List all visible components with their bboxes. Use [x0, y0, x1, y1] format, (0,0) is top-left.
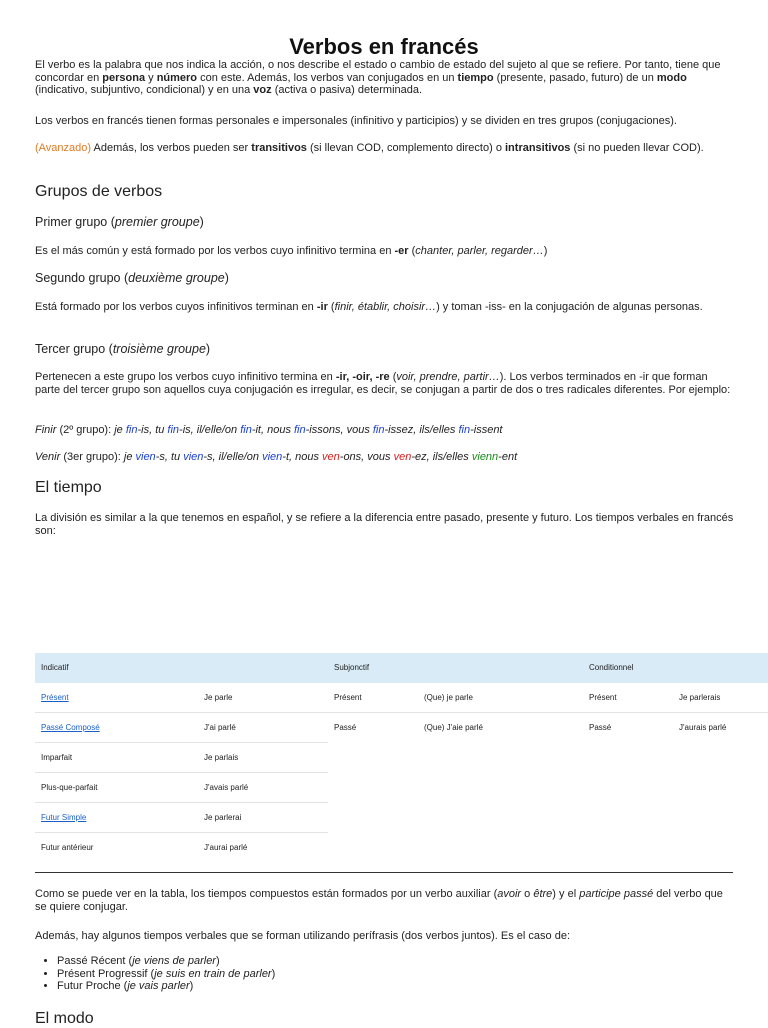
table-cell: Je parlerai — [204, 813, 242, 822]
text-span: -s, il/elle/on — [203, 451, 263, 463]
bold-term: voz — [253, 84, 272, 96]
text-span: Segundo grupo ( — [35, 271, 129, 285]
italic-term: chanter, parler, regarder… — [415, 245, 544, 257]
text-span: y — [145, 71, 157, 84]
table-cell: Je parle — [204, 693, 233, 702]
text-span: del verbo que se quiere conjugar. — [35, 888, 723, 913]
text-span: -issent — [470, 424, 503, 436]
bold-term: persona — [102, 71, 146, 84]
text-span: ( — [408, 245, 416, 257]
table-cell: Imparfait — [41, 753, 73, 762]
table-cell: (Que) je parle — [424, 693, 473, 702]
verb-root: vienn — [471, 451, 499, 463]
text-span: Además, los verbos pueden ser — [91, 142, 252, 154]
bold-term: tiempo — [457, 71, 494, 84]
table-row — [35, 683, 768, 713]
table-cell: Passé — [589, 723, 612, 732]
verb-root: vien — [262, 451, 283, 463]
text-span: (2º grupo): — [56, 424, 115, 436]
intro-paragraph — [35, 59, 735, 97]
verb-root: fin — [167, 424, 180, 436]
verb-root: fin — [294, 424, 306, 436]
text-span: je — [123, 451, 136, 463]
tense-link-passe-compose[interactable]: Passé Composé — [41, 723, 100, 732]
text-span: ) — [205, 342, 211, 356]
text-span: Passé Récent ( — [57, 955, 133, 967]
table-header-row — [35, 653, 768, 683]
header-subjonctif: Subjonctif — [334, 663, 370, 672]
tenses-table — [35, 653, 768, 863]
text-span: ( — [389, 371, 397, 383]
table-row — [35, 713, 768, 743]
table-cell: Je parlais — [204, 753, 239, 762]
text-span: ) — [271, 967, 276, 980]
table-cell: Futur antérieur — [41, 843, 94, 852]
table-row — [35, 743, 768, 773]
table-cell: Je parlerais — [679, 693, 721, 702]
primer-grupo-text — [35, 245, 735, 258]
italic-term: finir, établir, choisir… — [334, 301, 437, 313]
compound-tenses-text — [35, 888, 735, 913]
text-span: ). Los verbos terminados en -ir que forman parte del tercer grupo son aquellos cuya conjugación es irregular, es decir, se conjugan a partir de dos o tres radicales diferentes. Por ejemplo: — [35, 371, 731, 396]
segundo-grupo-text — [35, 301, 735, 314]
tiempo-text: La división es similar a la que tenemos en español, y se refiere a la diferencia entre pasado, presente y futuro. Los tiempos verbales en francés son: — [35, 512, 734, 537]
text-span: ) — [189, 980, 194, 992]
italic-term: deuxième groupe — [128, 271, 225, 285]
text-span: Pertenecen a este grupo los verbos cuyo infinitivo termina en — [35, 371, 336, 383]
forms-paragraph: Los verbos en francés tienen formas personales e impersonales (infinitivo y participios) y se dividen en tres grupos (conjugaciones). — [35, 115, 677, 127]
italic-term: troisième groupe — [112, 342, 206, 356]
bold-term: intransitivos — [505, 142, 571, 154]
finir-example — [35, 424, 735, 437]
text-span: Présent Progressif ( — [57, 967, 155, 980]
bold-term: -ir, -oir, -re — [335, 371, 390, 383]
text-span: Como se puede ver en la tabla, los tiempos compuestos están formados por un verbo auxiliar ( — [35, 888, 498, 900]
bold-term: modo — [656, 71, 687, 84]
verb-root: vien — [183, 451, 204, 463]
advanced-paragraph — [35, 142, 735, 155]
text-span: -s, tu — [155, 451, 184, 463]
text-span: -ez, ils/elles — [411, 451, 472, 463]
italic-term: premier groupe — [114, 215, 200, 229]
text-span: (3er grupo): — [60, 451, 124, 463]
advanced-tag: (Avanzado) — [35, 142, 92, 154]
heading-tiempo: El tiempo — [35, 479, 102, 496]
table-cell: (Que) J'aie parlé — [424, 723, 483, 732]
perifrasis-text: Además, hay algunos tiempos verbales que se forman utilizando perífrasis (dos verbos juntos). Es el caso de: — [35, 930, 570, 942]
heading-modo: El modo — [35, 1010, 94, 1027]
table-row — [35, 773, 768, 803]
text-span: -is, il/elle/on — [179, 424, 241, 436]
list-item — [57, 955, 275, 968]
table-cell: Présent — [334, 693, 362, 702]
tense-link-futur-simple[interactable]: Futur Simple — [41, 813, 87, 822]
text-span: ) — [199, 215, 204, 229]
perifrasis-list — [35, 955, 275, 993]
verb-root: ven — [393, 451, 412, 463]
table-cell: J'aurai parlé — [204, 843, 248, 852]
text-span: (si llevan COD, complemento directo) o — [306, 142, 505, 154]
text-span: Primer grupo ( — [35, 215, 115, 229]
text-span: -issez, ils/elles — [384, 424, 459, 436]
text-span: (presente, pasado, futuro) de un — [493, 71, 657, 84]
header-conditionnel: Conditionnel — [589, 663, 634, 672]
bold-term: transitivos — [251, 142, 307, 154]
verb-label: Finir — [35, 424, 57, 436]
verb-root: fin — [458, 424, 471, 436]
table-cell: J'ai parlé — [204, 723, 236, 732]
verb-root: fin — [125, 424, 138, 436]
table-row — [35, 803, 768, 833]
text-span: ) y toman -iss- en la conjugación de algunas personas. — [436, 301, 703, 313]
italic-term: participe passé — [579, 888, 654, 900]
header-indicatif: Indicatif — [41, 663, 69, 672]
heading-segundo-grupo — [35, 271, 229, 285]
text-span: con este. Además, los verbos van conjugados en un — [197, 71, 458, 84]
italic-term: être — [533, 888, 553, 900]
text-span: -ons, vous — [339, 451, 394, 463]
tense-link-present[interactable]: Présent — [41, 693, 69, 702]
verb-root: fin — [372, 424, 385, 436]
text-span: Es el más común y está formado por los verbos cuyo infinitivo termina en — [35, 245, 395, 257]
text-span: -it, nous — [251, 424, 294, 436]
text-span: je — [114, 424, 126, 436]
heading-grupos: Grupos de verbos — [35, 183, 163, 200]
list-item — [57, 968, 275, 981]
italic-term: je viens de parler — [132, 955, 216, 967]
table-cell: Présent — [589, 693, 617, 702]
italic-term: je vais parler — [127, 980, 190, 992]
text-span: -issons, vous — [305, 424, 373, 436]
text-span: -ent — [498, 451, 518, 463]
text-span: (si no pueden llevar COD). — [570, 142, 704, 154]
tercer-grupo-text — [35, 371, 735, 396]
text-span: ) — [224, 271, 229, 285]
text-span: Está formado por los verbos cuyos infinitivos terminan en — [35, 301, 317, 313]
table-cell: J'avais parlé — [204, 783, 249, 792]
horizontal-rule — [35, 872, 733, 873]
table-cell: Passé — [334, 723, 357, 732]
heading-primer-grupo — [35, 215, 204, 229]
table-cell: Plus-que-parfait — [41, 783, 98, 792]
text-span: o — [521, 888, 534, 900]
text-span: (activa o pasiva) determinada. — [271, 84, 423, 96]
venir-example — [35, 451, 735, 464]
italic-term: je suis en train de parler — [154, 967, 272, 980]
text-span: ) — [543, 245, 548, 257]
verb-label: Venir — [35, 451, 61, 463]
list-item — [57, 980, 275, 993]
table-cell: J'aurais parlé — [679, 723, 727, 732]
text-span: -is, tu — [137, 424, 168, 436]
text-span: Futur Proche ( — [57, 980, 128, 992]
text-span: El verbo es la palabra que nos indica la acción, o nos describe el estado o cambio de estado del sujeto al que se refiere. Por tanto, tiene que concordar en — [35, 59, 721, 84]
verb-root: fin — [240, 424, 252, 436]
text-span: ) — [215, 955, 220, 967]
table-row — [35, 833, 768, 863]
italic-term: avoir — [497, 888, 522, 900]
italic-term: voir, prendre, partir… — [396, 371, 500, 383]
bold-term: -er — [394, 245, 409, 257]
verb-root: ven — [322, 451, 340, 463]
text-span: -t, nous — [282, 451, 323, 463]
heading-tercer-grupo — [35, 342, 210, 356]
verb-root: vien — [135, 451, 156, 463]
text-span: (indicativo, subjuntivo, condicional) y en una — [35, 84, 254, 96]
bold-term: número — [156, 71, 198, 84]
text-span: ) y el — [552, 888, 580, 900]
text-span: ( — [327, 301, 335, 313]
text-span: Tercer grupo ( — [35, 342, 113, 356]
page-title: Verbos en francés — [289, 34, 479, 59]
bold-term: -ir — [316, 301, 328, 313]
